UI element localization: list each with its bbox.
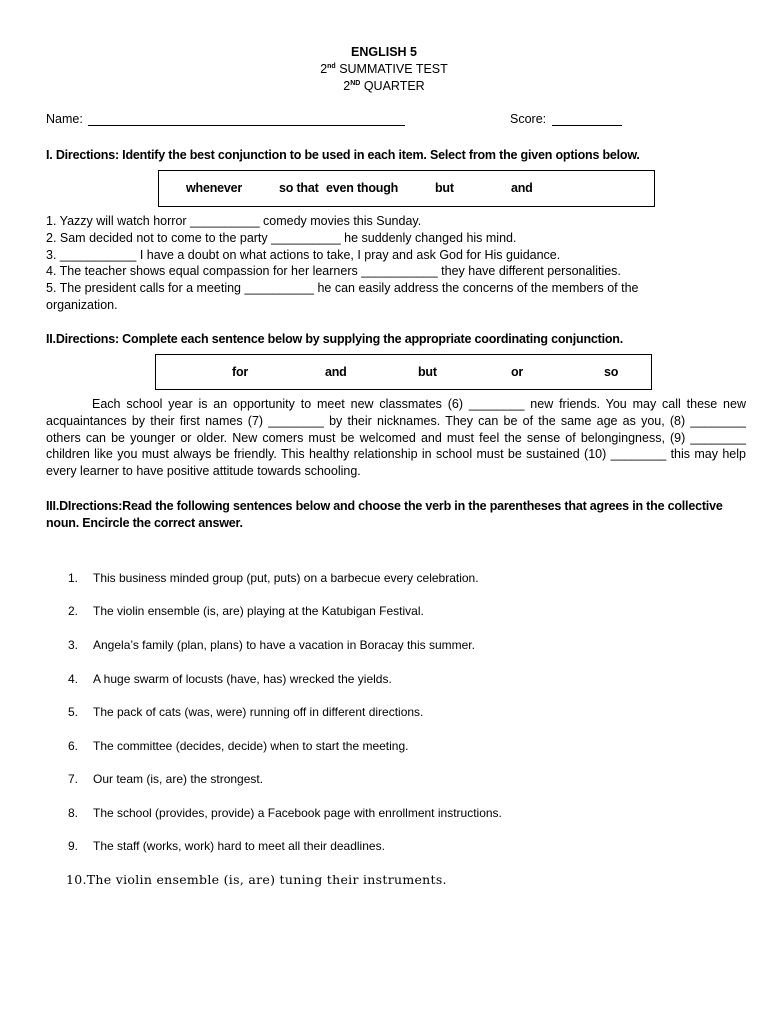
option-so: so — [604, 365, 619, 379]
list-item: 8. The school (provides, provide) a Facebook page with enrollment instructions. — [68, 806, 502, 820]
option-but: but — [418, 365, 437, 379]
document-header — [0, 44, 768, 95]
section1-items — [46, 213, 656, 314]
section2-paragraph: Each school year is an opportunity to meet new classmates (6) ________ new friends. You may call these new acquaintances by their first names (7) ________ by their nicknames. They can be of the same age as you, (8) ________ others can be younger or older. New comers must be welcomed and must feel the sense of belongingness, (9) ________ children like you must always be friendly. This healthy relationship in school must be sustained (10) ________ this may help every learner to have positive attitude towards schooling. — [46, 397, 746, 479]
list-item: 5. The president calls for a meeting __________ he can easily address the concerns of the members of the — [46, 281, 639, 296]
option-for: for — [232, 365, 249, 379]
list-item: organization. — [46, 297, 118, 312]
list-item: 7. Our team (is, are) the strongest. — [68, 772, 264, 786]
list-item: 9. The staff (works, work) hard to meet all their deadlines. — [68, 839, 385, 853]
list-item: 3. Angela’s family (plan, plans) to have a vacation in Boracay this summer. — [68, 638, 475, 652]
section3-directions: III.DIrections:Read the following sentences below and choose the verb in the parentheses that agrees in the collective noun. Encircle the correct answer. — [46, 499, 723, 530]
option-or: or — [511, 365, 524, 379]
list-item: 3. ___________ I have a doubt on what actions to take, I pray and ask God for His guidance. — [46, 247, 561, 262]
score-field-line[interactable] — [552, 112, 622, 126]
section1-options-box — [158, 170, 655, 207]
test-name: 2nd SUMMATIVE TEST — [320, 62, 448, 76]
option-but: but — [435, 181, 454, 195]
section1-directions: I. Directions: Identify the best conjunction to be used in each item. Select from the given options below. — [46, 148, 640, 162]
list-item: 2. Sam decided not to come to the party __________ he suddenly changed his mind. — [46, 230, 517, 245]
list-item: 2. The violin ensemble (is, are) playing at the Katubigan Festival. — [68, 604, 424, 618]
list-item: 1. Yazzy will watch horror __________ comedy movies this Sunday. — [46, 214, 422, 228]
name-field-line[interactable] — [88, 112, 405, 126]
list-item: 6. The committee (decides, decide) when to start the meeting. — [68, 739, 409, 753]
name-label: Name: — [46, 112, 83, 126]
section2-directions: II.Directions: Complete each sentence below by supplying the appropriate coordinating conjunction. — [46, 332, 624, 346]
option-and: and — [511, 181, 533, 195]
option-and: and — [325, 365, 347, 379]
document-title: ENGLISH 5 — [351, 45, 417, 59]
list-item: 5. The pack of cats (was, were) running off in different directions. — [68, 705, 424, 719]
quarter-label: 2ND QUARTER — [343, 79, 425, 93]
option-whenever: whenever — [186, 181, 243, 195]
name-score-row — [46, 112, 626, 128]
list-item: 10.The violin ensemble (is, are) tuning their instruments. — [66, 872, 447, 887]
list-item: 4. The teacher shows equal compassion for her learners ___________ they have different personalities. — [46, 264, 621, 279]
list-item: 4. A huge swarm of locusts (have, has) wrecked the yields. — [68, 672, 392, 686]
option-even-though: even though — [326, 181, 399, 195]
option-so-that: so that — [279, 181, 319, 195]
section2-options-box — [155, 354, 652, 390]
list-item: 1. This business minded group (put, puts) on a barbecue every celebration. — [68, 571, 479, 585]
score-label: Score: — [510, 112, 547, 126]
